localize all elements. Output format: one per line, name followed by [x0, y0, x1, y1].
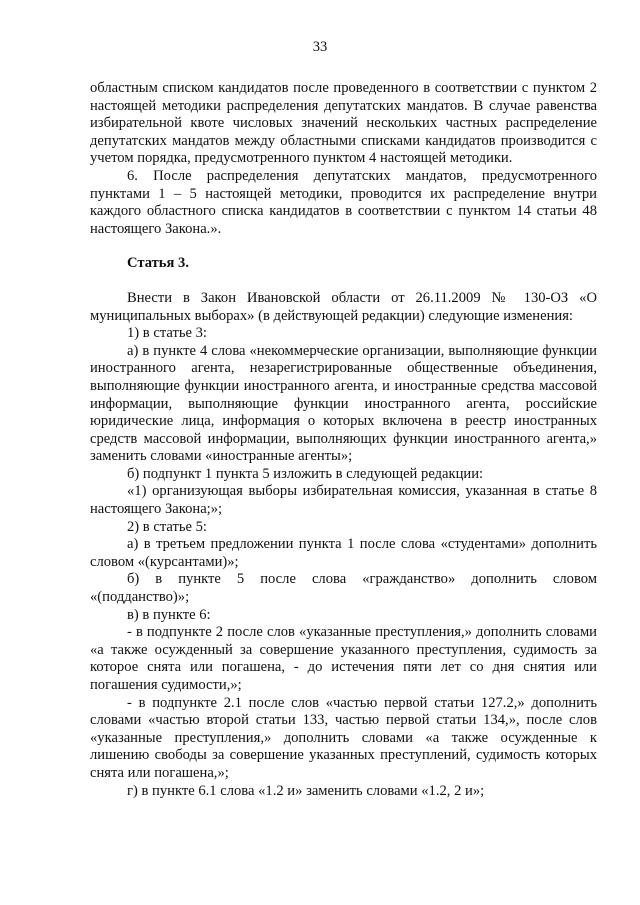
- paragraph-list-item: б) в пункте 5 после слова «гражданство» дополнить словом «(подданство)»;: [90, 571, 597, 606]
- paragraph-list-item: 1) в статье 3:: [127, 325, 207, 342]
- paragraph-list-item: «1) организующая выборы избирательная комиссия, указанная в статье 8 настоящего Закона;»;: [90, 483, 597, 518]
- document-body: [90, 80, 597, 800]
- paragraph-intro: Внести в Закон Ивановской области от 26.11.2009 № 130-ОЗ «О муниципальных выборах» (в действующей редакции) следующие изменения:: [90, 289, 597, 324]
- paragraph-list-item: г) в пункте 6.1 слова «1.2 и» заменить словами «1.2, 2 и»;: [127, 782, 485, 799]
- article-heading: Статья 3.: [127, 255, 189, 272]
- paragraph-list-item: а) в пункте 4 слова «некоммерческие организации, выполняющие функции иностранного агента, незарегистрированные общественные объединения, выполняющие функции иностранного агента, и иностранные средства массовой информации, выполняющие функции иностранного агента, российские юридические лица, информация о которых включена в реестр иностранных средств массовой информации, выполняющих функции иностранного агента,» заменить словами «иностранные агенты»;: [90, 342, 597, 465]
- paragraph-list-item: б) подпункт 1 пункта 5 изложить в следующей редакции:: [127, 465, 484, 482]
- paragraph-list-item: - в подпункте 2 после слов «указанные преступления,» дополнить словами «а также осужденный за совершение указанного преступления, судимость за которое снята или погашена, - до истечения пяти лет со дня снятия или погашения судимости,»;: [90, 624, 597, 693]
- paragraph-list-item: 2) в статье 5:: [127, 518, 207, 535]
- page-number: 33: [312, 39, 328, 55]
- paragraph-continuation: областным списком кандидатов после проведенного в соответствии с пунктом 2 настоящей методики распределения депутатских мандатов. В случае равенства избирательной квоте числовых значений нескольких частных распределение депутатских мандатов между областными списками кандидатов производится с учетом порядка, предусмотренного пунктом 4 настоящей методики.: [90, 80, 597, 167]
- paragraph-list-item: а) в третьем предложении пункта 1 после слова «студентами» дополнить словом «(курсантами)»;: [90, 536, 597, 570]
- paragraph-list-item: - в подпункте 2.1 после слов «частью первой статьи 127.2,» дополнить словами «частью второй статьи 133, частью первой статьи 134,», после слов «указанные преступления,» дополнить словами «а также осужденные к лишению свободы за совершение указанных преступлений, судимость которых снята или погашена,»;: [90, 694, 597, 781]
- paragraph-item-6: 6. После распределения депутатских мандатов, предусмотренного пунктами 1 – 5 настоящей методики, проводится их распределение внутри каждого областного списка кандидатов в соответствии с пунктом 14 статьи 48 настоящего Закона.».: [90, 167, 597, 237]
- paragraph-list-item: в) в пункте 6:: [127, 606, 211, 623]
